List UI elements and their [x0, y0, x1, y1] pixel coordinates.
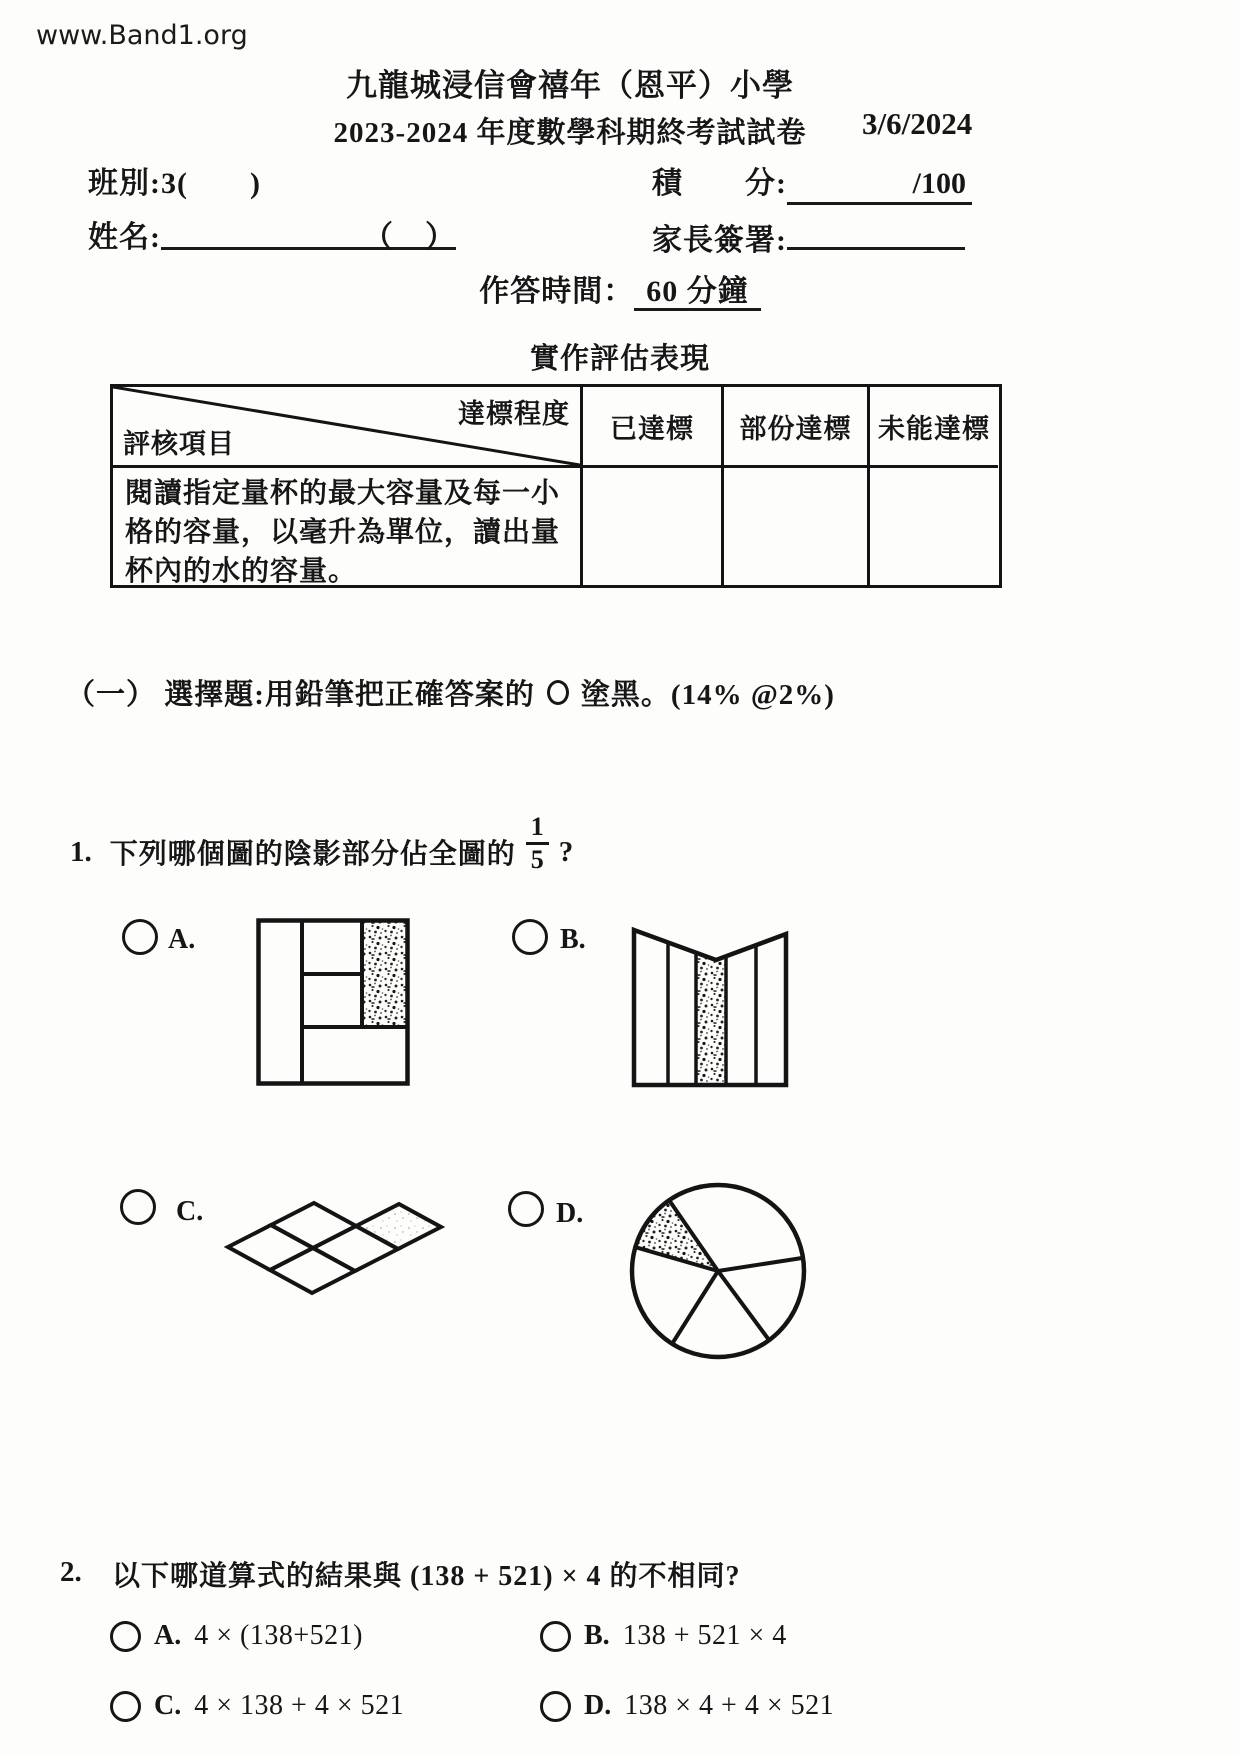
- school-name: 九龍城浸信會禧年（恩平）小學: [346, 68, 794, 103]
- section1-heading-suffix: 塗黑。(14% @2%): [580, 679, 835, 711]
- fraction-denominator: 5: [526, 842, 549, 875]
- q1-option-c-label: C.: [176, 1196, 204, 1227]
- q2-option-c-label: C.: [154, 1690, 182, 1721]
- name-blank[interactable]: （ ）: [161, 212, 456, 250]
- q2-option-a-bubble[interactable]: [110, 1621, 141, 1652]
- score-blank[interactable]: /100: [787, 167, 972, 205]
- column-header-partially-met: 部份達標: [721, 387, 867, 465]
- figure-c: [224, 1196, 446, 1298]
- name-label: 姓名:: [88, 221, 161, 254]
- figure-d: [626, 1180, 818, 1372]
- q1-option-a-label: A.: [168, 924, 196, 955]
- assessment-cell-met[interactable]: [580, 465, 721, 585]
- q2-option-c-expression: 4 × 138 + 4 × 521: [194, 1690, 405, 1721]
- assessment-corner-cell: [113, 387, 580, 465]
- assessment-criteria-text: 閱讀指定量杯的最大容量及每一小格的容量，以毫升為單位，讀出量杯內的水的容量。: [113, 465, 580, 585]
- time-label: 作答時間：: [479, 275, 635, 308]
- figure-a-shaded-region: [362, 921, 408, 1028]
- figure-b: [630, 922, 790, 1089]
- q1-option-d-bubble[interactable]: [508, 1191, 544, 1227]
- q2-option-b-label: B.: [584, 1620, 610, 1651]
- assessment-cell-not-met[interactable]: [867, 465, 998, 585]
- score-label: 積 分:: [652, 167, 787, 200]
- fraction-numerator: 1: [530, 812, 544, 841]
- section1-heading-prefix: （一） 選擇題:用鉛筆把正確答案的: [66, 679, 535, 711]
- q1-option-a-bubble[interactable]: [122, 919, 158, 955]
- q1-fraction: [526, 812, 549, 875]
- exam-title: 2023-2024 年度數學科期終考試試卷: [333, 117, 807, 149]
- q2-option-a-expression: 4 × (138+521): [194, 1620, 363, 1651]
- figure-a: [256, 918, 410, 1086]
- column-header-met: 已達標: [580, 387, 721, 465]
- q2-option-d-bubble[interactable]: [540, 1691, 571, 1722]
- assessment-cell-partially-met[interactable]: [721, 465, 867, 585]
- column-header-not-met: 未能達標: [867, 387, 998, 465]
- q1-number: 1.: [70, 835, 92, 868]
- q2-option-b-expression: 138 + 521 × 4: [622, 1620, 787, 1651]
- q2-option-a: [110, 1620, 363, 1652]
- q1-question-mark: ?: [558, 835, 574, 868]
- exam-date: 3/6/2024: [862, 106, 973, 141]
- q1-option-d-label: D.: [556, 1198, 584, 1229]
- parent-sign-blank[interactable]: [787, 212, 965, 250]
- q2-option-c: [110, 1690, 404, 1722]
- q2-option-c-bubble[interactable]: [110, 1691, 141, 1722]
- q2-option-b-bubble[interactable]: [540, 1621, 571, 1652]
- q1-option-b-bubble[interactable]: [512, 919, 548, 955]
- q2-option-d: [540, 1690, 834, 1722]
- class-field-label: 班別:3( ): [88, 167, 261, 200]
- parent-sign-label: 家長簽署:: [652, 224, 787, 257]
- corner-label-standard: 達標程度: [458, 399, 570, 429]
- q2-option-d-expression: 138 × 4 + 4 × 521: [624, 1690, 835, 1721]
- q1-option-c-bubble[interactable]: [120, 1189, 156, 1225]
- assessment-title: 實作評估表現: [529, 343, 710, 375]
- q2-number: 2.: [60, 1556, 82, 1588]
- time-value: 60 分鐘: [634, 275, 761, 311]
- corner-label-item: 評核項目: [123, 429, 235, 459]
- q1-option-b-label: B.: [560, 924, 586, 955]
- q2-option-b: [540, 1620, 787, 1652]
- figure-b-shaded-region: [696, 953, 726, 1085]
- q2-text: 以下哪道算式的結果與 (138 + 521) × 4 的不相同?: [112, 1561, 741, 1592]
- watermark: www.Band1.org: [36, 20, 248, 51]
- q1-text: 下列哪個圖的陰影部分佔全圖的: [109, 839, 516, 871]
- answer-bubble-icon: [547, 680, 569, 705]
- q2-option-a-label: A.: [154, 1620, 182, 1651]
- figure-c-shaded-region: [356, 1204, 441, 1249]
- assessment-table: [110, 384, 1002, 588]
- q2-option-d-label: D.: [584, 1690, 612, 1721]
